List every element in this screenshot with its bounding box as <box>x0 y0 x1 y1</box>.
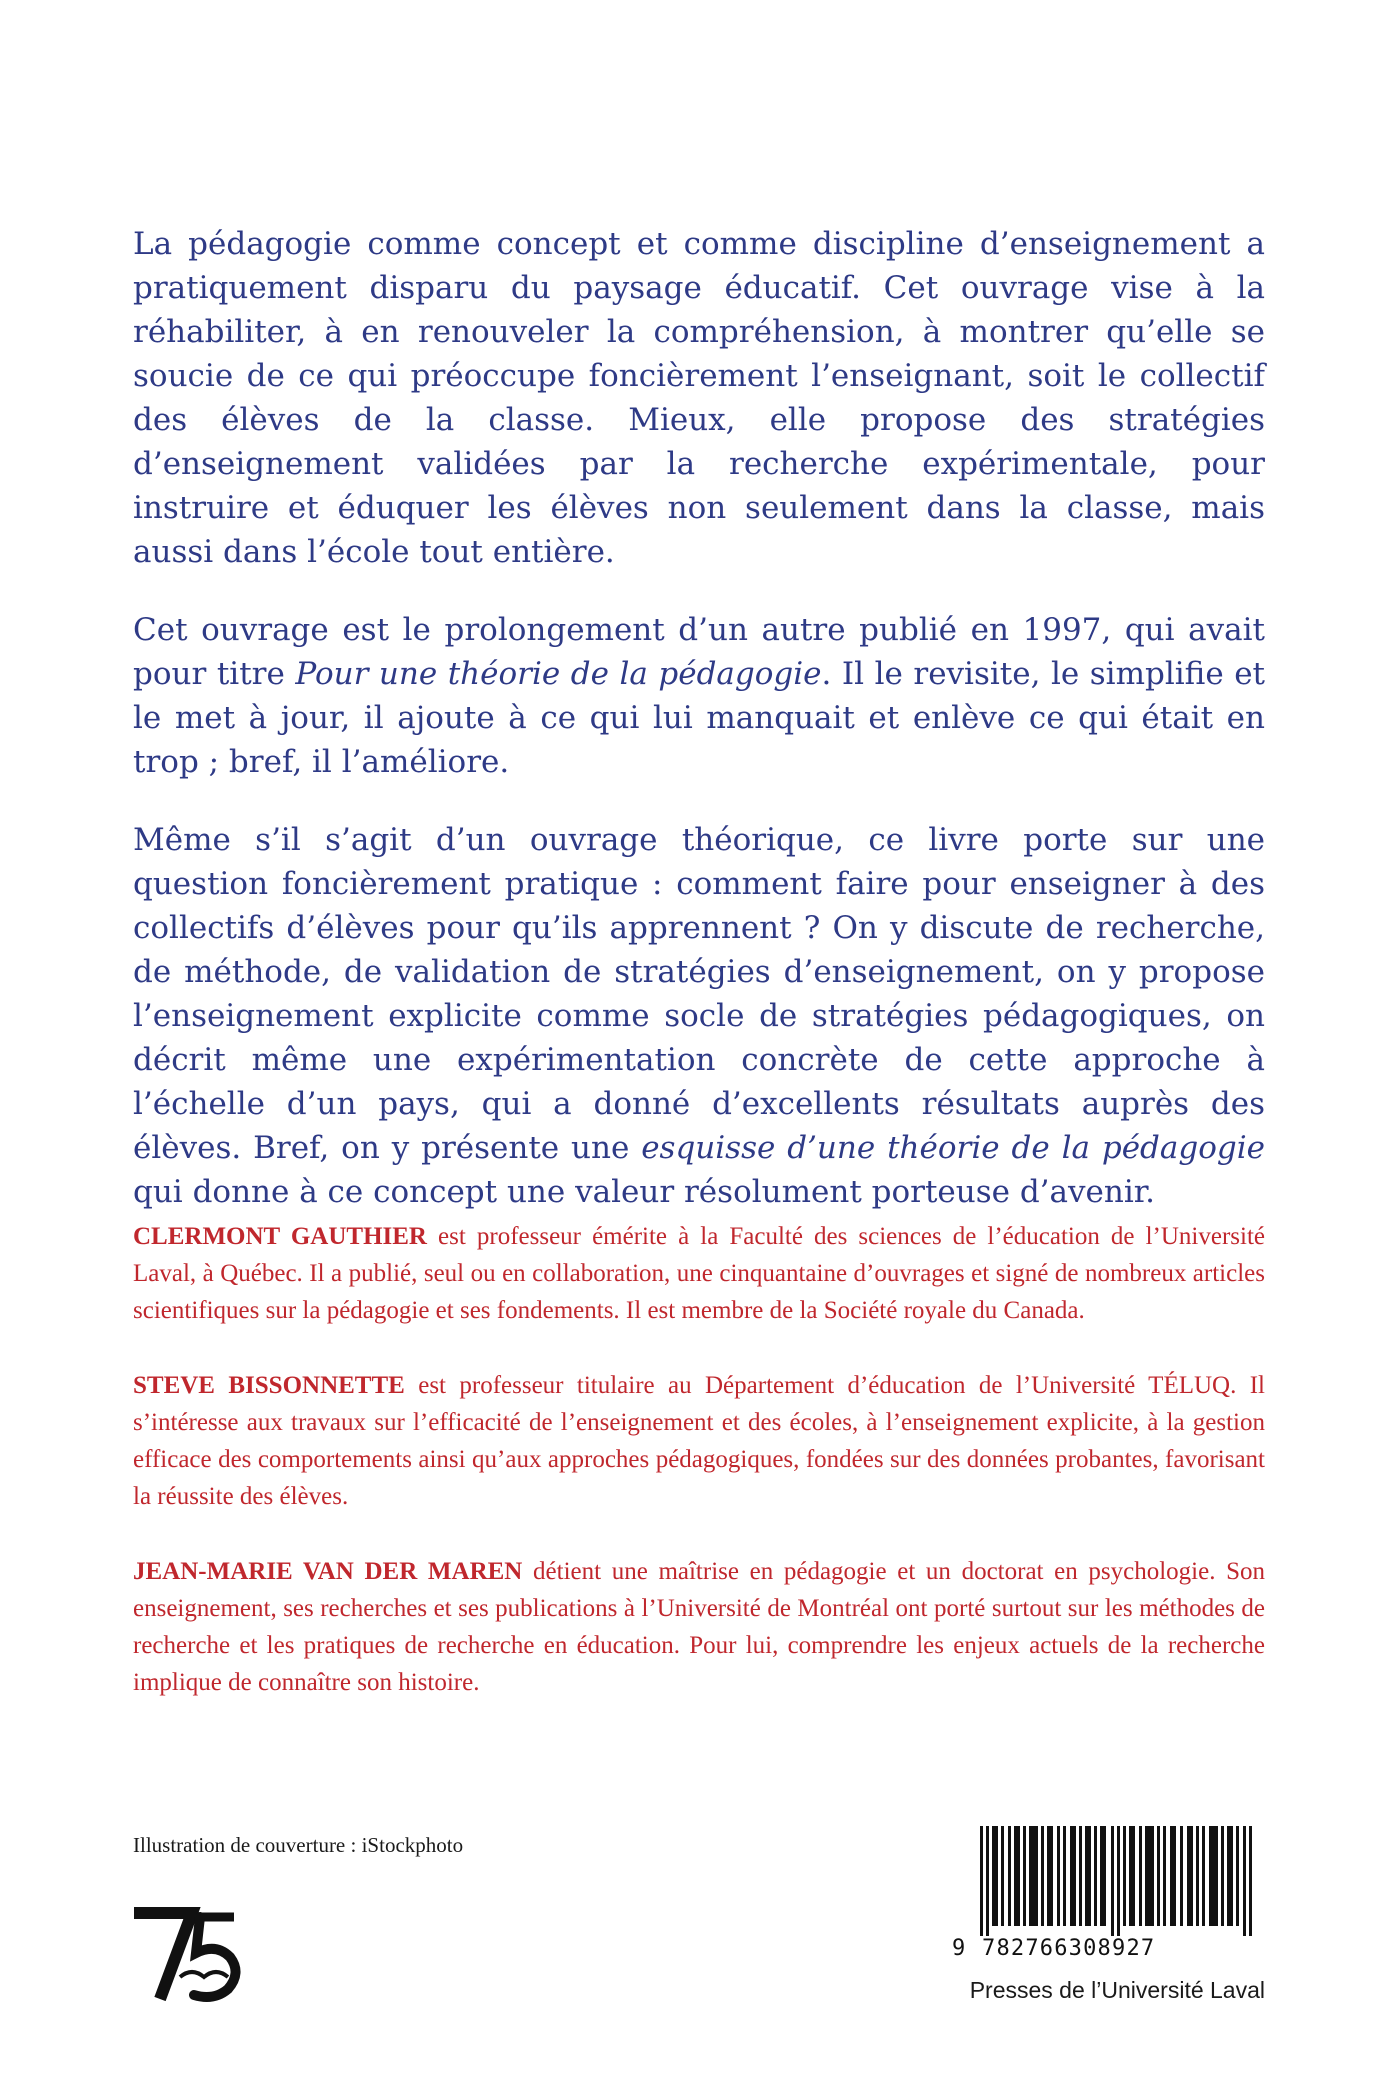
cover-blurb <box>133 222 1265 1214</box>
isbn-first-digit: 9 <box>952 1936 966 1961</box>
anniversary-75-logo-icon <box>130 1905 250 2005</box>
author-bios <box>133 1218 1265 1739</box>
blurb-p2-book-title: Pour une théorie de la pédagogie <box>295 656 822 692</box>
author-name: CLERMONT GAUTHIER <box>133 1223 427 1250</box>
barcode-bars-icon <box>980 1826 1255 1936</box>
author-bio <box>133 1553 1265 1701</box>
blurb-p3-text-a: Même s’il s’agit d’un ouvrage théorique, ce livre porte sur une question foncièrement pratique : comment faire pour enseigner à des collectifs d’élèves pour qu’ils apprennent ? On y discute de recherche, de méthode, de validation de stratégies d’enseignement, on y propose l’enseignement explicite comme socle de stratégies pédagogiques, on décrit même une expérimentation concrète de cette approche à l’échelle d’un pays, qui a donné d’excellents résultats auprès des élèves. Bref, on y présente une <box>133 822 1265 1166</box>
illustration-credit: Illustration de couverture : iStockphoto <box>133 1833 464 1857</box>
author-bio-text: est professeur titulaire au Département d’éducation de l’Université TÉLUQ. Il s’intéresse aux travaux sur l’efficacité de l’enseignement et des écoles, à l’enseignement explicite, à la gestion efficace des comportements ainsi qu’aux approches pédagogiques, fondées sur des données probantes, favorisant la réussite des élèves. <box>133 1372 1266 1510</box>
isbn-digits: 782766308927 <box>982 1936 1156 1961</box>
author-name: JEAN-MARIE VAN DER MAREN <box>133 1558 523 1585</box>
blurb-paragraph-1: La pédagogie comme concept et comme discipline d’enseignement a pratiquement disparu du paysage éducatif. Cet ouvrage vise à la réhabiliter, à en renouveler la compréhension, à montrer qu’elle se soucie de ce qui préoccupe foncièrement l’enseignant, soit le collectif des élèves de la classe. Mieux, elle propose des stratégies d’enseignement validées par la recherche expérimentale, pour instruire et éduquer les élèves non seulement dans la classe, mais aussi dans l’école tout entière. <box>133 226 1265 570</box>
author-name: STEVE BISSONNETTE <box>133 1372 405 1399</box>
author-bio-text: est professeur émérite à la Faculté des sciences de l’éducation de l’Université Laval, à Québec. Il a publié, seul ou en collaboration, une cinquantaine d’ouvrages et signé de nombreux articles scientifiques sur la pédagogie et ses fondements. Il est membre de la Société royale du Canada. <box>133 1223 1265 1324</box>
author-bio <box>133 1218 1265 1329</box>
blurb-p2-text-b: . Il le revisite, le simplifie et le met à jour, il ajoute à ce qui lui manquait et enlève ce qui était en trop ; bref, il l’améliore. <box>133 656 1266 780</box>
publisher-name: Presses de l’Université Laval <box>969 1977 1265 2003</box>
blurb-p2-text-a: Cet ouvrage est le prolongement d’un autre publié en 1997, qui avait pour titre <box>133 612 1265 692</box>
blurb-p3-book-title: esquisse d’une théorie de la pédagogie <box>641 1130 1265 1166</box>
isbn-barcode <box>952 1826 1255 1961</box>
blurb-paragraph-2 <box>133 608 1265 784</box>
author-bio <box>133 1367 1265 1515</box>
blurb-paragraph-3 <box>133 818 1265 1214</box>
blurb-p3-text-b: qui donne à ce concept une valeur résolument porteuse d’avenir. <box>133 1174 1156 1210</box>
author-bio-text: détient une maîtrise en pédagogie et un doctorat en psychologie. Son enseignement, ses recherches et ses publications à l’Université de Montréal ont porté surtout sur les méthodes de recherche et les pratiques de recherche en éducation. Pour lui, comprendre les enjeux actuels de la recherche implique de connaître son histoire. <box>133 1558 1265 1696</box>
